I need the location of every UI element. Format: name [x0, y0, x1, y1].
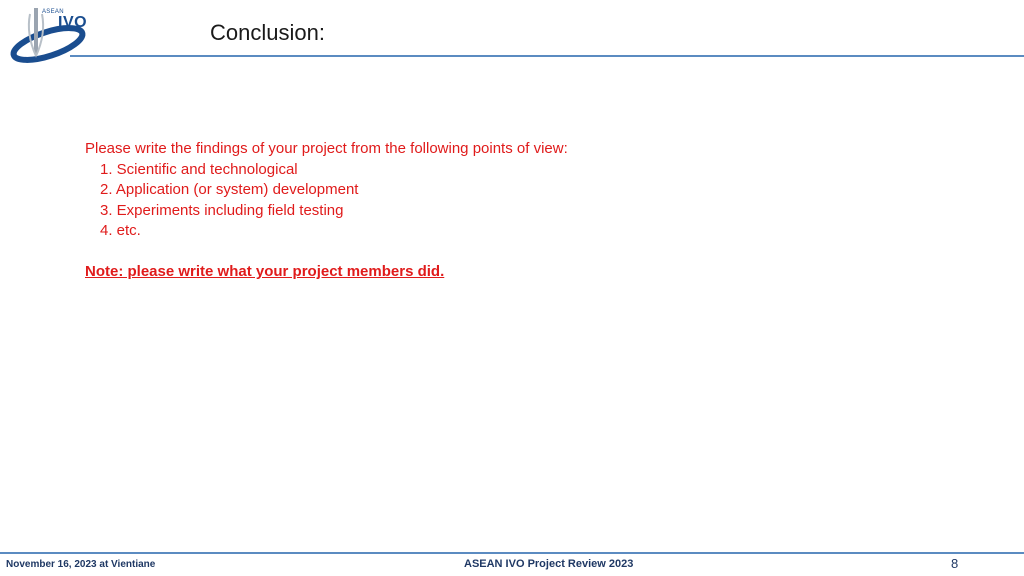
page-number: 8: [951, 556, 959, 571]
slide-body: [85, 139, 785, 283]
logo-big-text: IVO: [58, 14, 88, 31]
header-divider: [70, 55, 1024, 57]
intro-text: Please write the findings of your project from the following points of view:: [85, 140, 568, 157]
footer-event-name: ASEAN IVO Project Review 2023: [464, 558, 634, 570]
footer-divider: [0, 552, 1024, 554]
logo-small-text: ASEAN: [42, 9, 64, 15]
note-text: Note: please write what your project members did.: [85, 263, 445, 280]
list-item: 2. Application (or system) development: [100, 181, 359, 198]
footer-date-location: November 16, 2023 at Vientiane: [6, 559, 156, 570]
list-item: 3. Experiments including field testing: [100, 201, 344, 219]
page-title: Conclusion:: [210, 20, 325, 45]
list-item: 4. etc.: [100, 222, 141, 239]
points-list: [85, 160, 785, 242]
list-item: 1. Scientific and technological: [100, 160, 298, 178]
